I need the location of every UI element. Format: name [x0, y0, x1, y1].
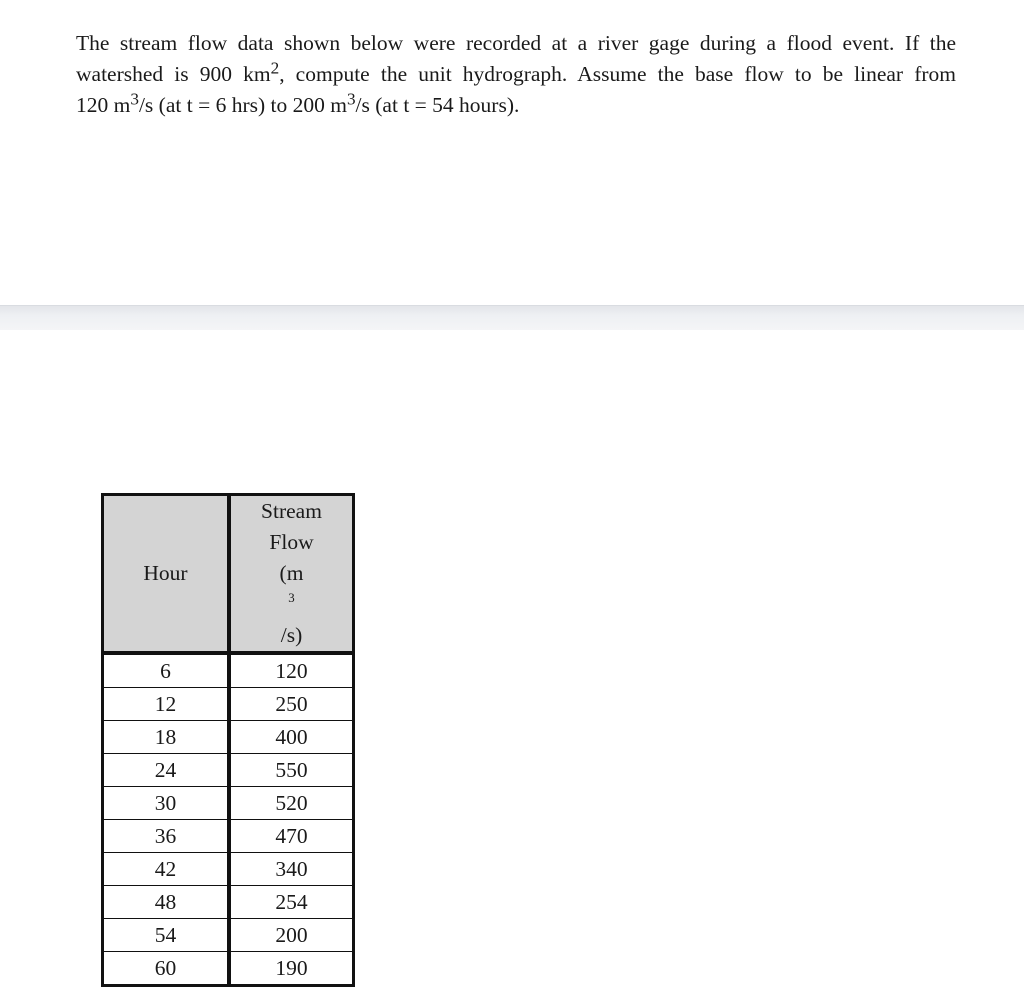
- hour-cell: 24: [103, 754, 230, 787]
- table-row: [103, 653, 354, 688]
- table-row: [103, 952, 354, 986]
- page-divider: [0, 305, 1024, 330]
- hour-cell: 12: [103, 688, 230, 721]
- flow-cell: 520: [229, 787, 354, 820]
- table-row: [103, 886, 354, 919]
- hour-cell: 42: [103, 853, 230, 886]
- flow-cell: 340: [229, 853, 354, 886]
- flow-cell: 470: [229, 820, 354, 853]
- problem-line-2: watershed is 900 $km^2$, compute the unit hydrograph. Assume the base flow to be linear from: [76, 58, 957, 86]
- header-stream-flow: Stream Flow (m $^3$ /s): [229, 495, 354, 654]
- table-row: [103, 754, 354, 787]
- hour-cell: 36: [103, 820, 230, 853]
- flow-cell: 250: [229, 688, 354, 721]
- table-row: [103, 721, 354, 754]
- hour-cell: 6: [103, 653, 230, 688]
- problem-line-1: The stream flow data shown below were recorded at a river gage during a flood event. If the: [76, 31, 956, 55]
- flow-cell: 200: [229, 919, 354, 952]
- problem-line-3: 120 $m^3/s$ (at t = 6 hrs) to 200 $m^3/s$ (at t = 54 hours).: [76, 89, 520, 117]
- table-row: [103, 853, 354, 886]
- hour-cell: 18: [103, 721, 230, 754]
- flow-cell: 400: [229, 721, 354, 754]
- flow-cell: 190: [229, 952, 354, 986]
- hour-cell: 54: [103, 919, 230, 952]
- table-header-row: [103, 495, 354, 654]
- flow-cell: 120: [229, 653, 354, 688]
- hour-cell: 48: [103, 886, 230, 919]
- problem-statement: [76, 28, 956, 121]
- flow-cell: 254: [229, 886, 354, 919]
- hour-cell: 30: [103, 787, 230, 820]
- hour-cell: 60: [103, 952, 230, 986]
- flow-cell: 550: [229, 754, 354, 787]
- header-hour: Hour: [103, 495, 230, 654]
- table-row: [103, 919, 354, 952]
- stream-flow-table: [101, 493, 355, 987]
- table-row: [103, 820, 354, 853]
- table-row: [103, 787, 354, 820]
- table-row: [103, 688, 354, 721]
